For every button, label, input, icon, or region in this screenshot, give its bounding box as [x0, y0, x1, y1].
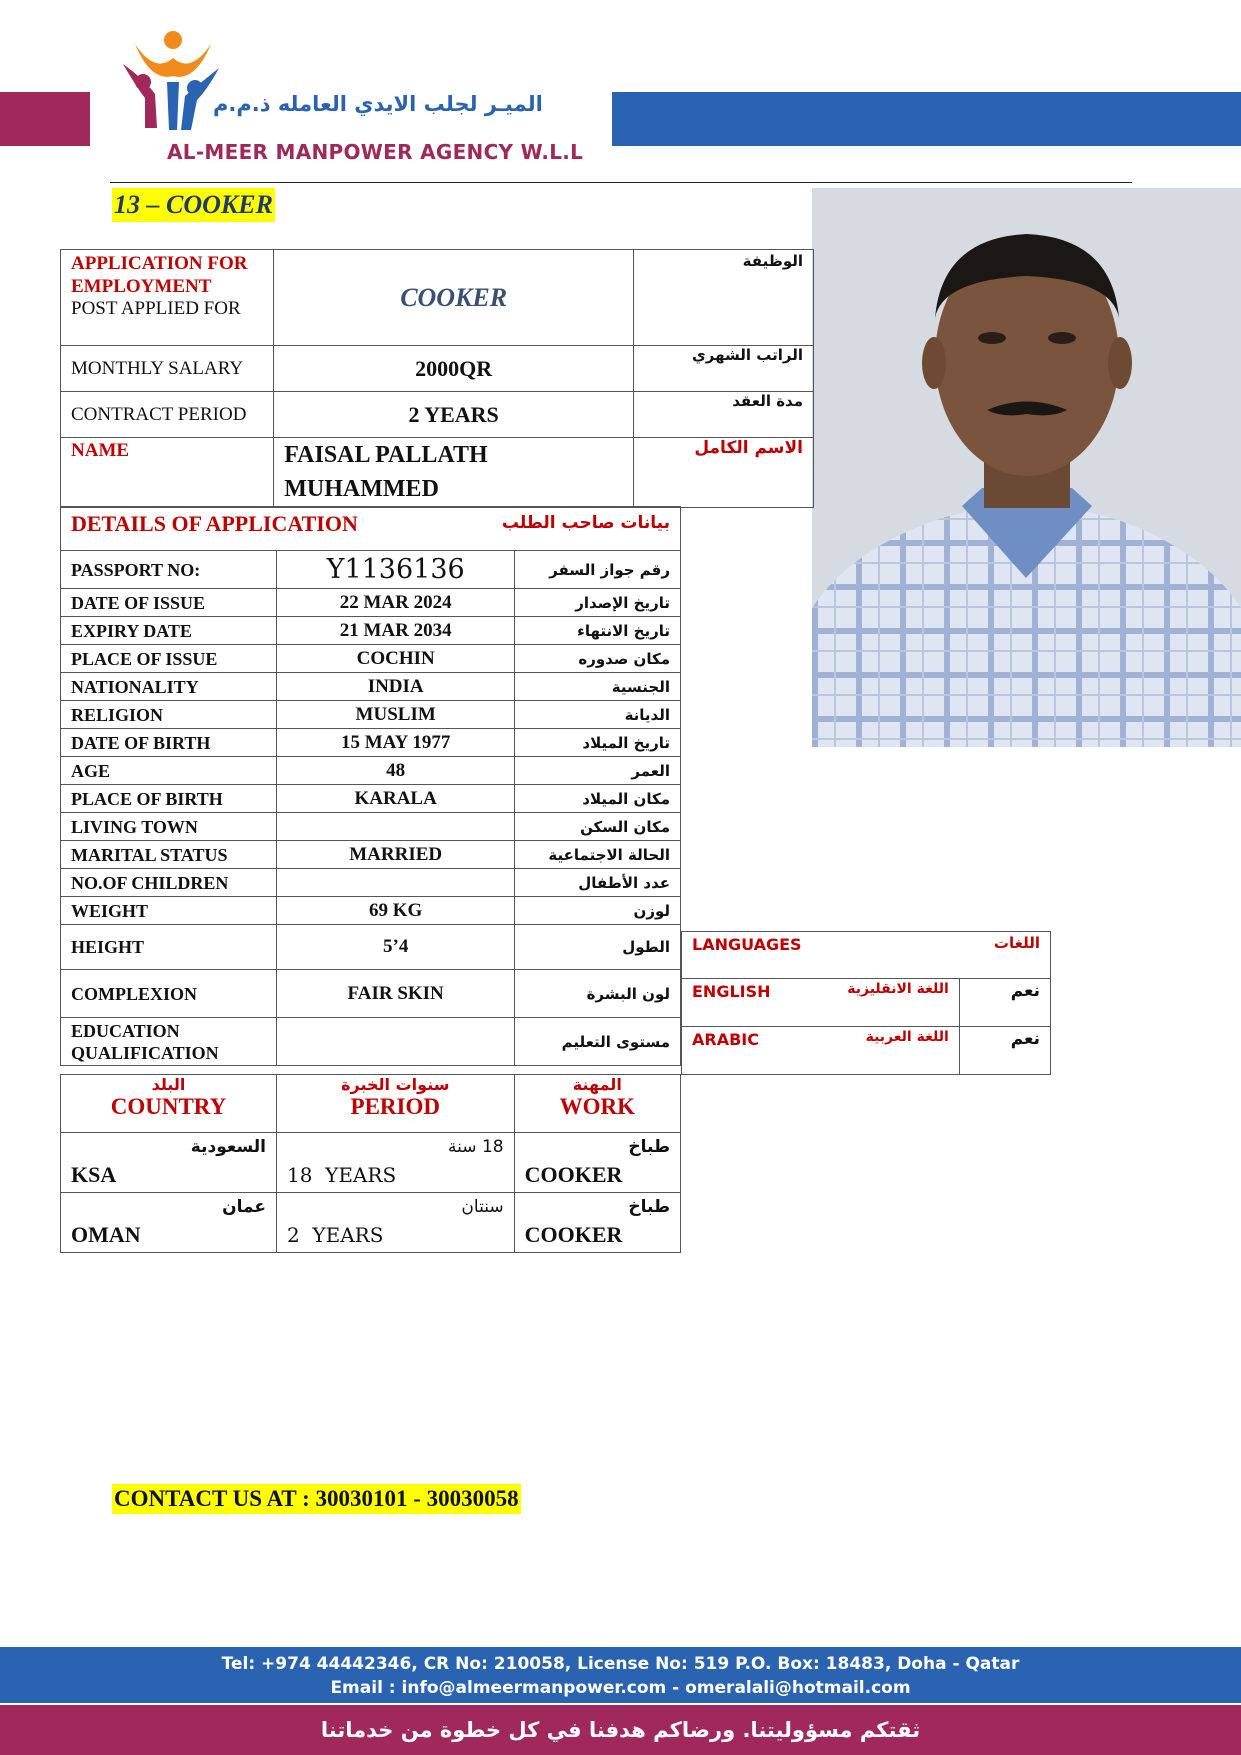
- work-header-english: WORK: [559, 1094, 635, 1119]
- field-label-arabic: تاريخ الانتهاء: [515, 617, 681, 645]
- field-label: EDUCATION QUALIFICATION: [61, 1018, 277, 1066]
- field-label-arabic: تاريخ الميلاد: [515, 729, 681, 757]
- field-label: PLACE OF ISSUE: [61, 645, 277, 673]
- field-label-arabic: مستوى التعليم: [515, 1018, 681, 1066]
- language-row: [682, 1027, 1051, 1075]
- field-label: DATE OF BIRTH: [61, 729, 277, 757]
- post-applied-label: POST APPLIED FOR: [71, 298, 241, 319]
- language-name: ARABIC: [692, 1030, 759, 1049]
- company-name-arabic: الميـر لجلب الايدي العامله ذ.م.م: [213, 92, 543, 116]
- field-value: 22 MAR 2024: [277, 589, 515, 617]
- experience-country-arabic: عمان: [222, 1197, 266, 1217]
- language-name-arabic: اللغة الانقليزية: [847, 981, 949, 997]
- details-heading: DETAILS OF APPLICATION: [71, 511, 358, 536]
- field-value: 48: [277, 757, 515, 785]
- languages-heading-arabic: اللغات: [993, 934, 1040, 952]
- experience-work: COOKER: [524, 1162, 623, 1187]
- details-heading-cell: [61, 507, 681, 551]
- period-header-english: PERIOD: [350, 1094, 440, 1119]
- field-label-arabic: الديانة: [515, 701, 681, 729]
- company-name-english: AL-MEER MANPOWER AGENCY W.L.L: [167, 140, 584, 164]
- field-label: RELIGION: [61, 701, 277, 729]
- field-value: MUSLIM: [277, 701, 515, 729]
- experience-work-arabic: طباخ: [628, 1137, 670, 1157]
- field-label: COMPLEXION: [61, 970, 277, 1018]
- language-row: [682, 979, 1051, 1027]
- field-label-arabic: الحالة الاجتماعية: [515, 841, 681, 869]
- application-for-employment-label: APPLICATION FOR EMPLOYMENT: [71, 253, 248, 297]
- field-value: 15 MAY 1977: [277, 729, 515, 757]
- experience-period-arabic: 18 سنة: [448, 1137, 504, 1157]
- field-value: MARRIED: [277, 841, 515, 869]
- field-label: PLACE OF BIRTH: [61, 785, 277, 813]
- salary-arabic: الراتب الشهري: [634, 346, 814, 392]
- details-row: [61, 813, 681, 841]
- details-row: [61, 701, 681, 729]
- field-label: NATIONALITY: [61, 673, 277, 701]
- languages-table: [681, 931, 1051, 1075]
- experience-row: [61, 1193, 681, 1253]
- details-row: [61, 645, 681, 673]
- footer-line-1: Tel: +974 44442346, CR No: 210058, License No: 519 P.O. Box: 18483, Doha - Qatar: [221, 1654, 1020, 1674]
- language-value: نعم: [959, 979, 1050, 1027]
- field-label-arabic: الطول: [515, 925, 681, 970]
- details-row: [61, 869, 681, 897]
- period-header-arabic: سنوات الخبرة: [341, 1075, 450, 1094]
- field-value: COCHIN: [277, 645, 515, 673]
- experience-table: [60, 1074, 681, 1253]
- details-row: [61, 785, 681, 813]
- salary-label: MONTHLY SALARY: [61, 346, 274, 392]
- experience-period-cell: [276, 1133, 514, 1193]
- contact-info: CONTACT US AT : 30030101 - 30030058: [112, 1484, 521, 1514]
- field-label: AGE: [61, 757, 277, 785]
- footer-email: Email : info@almeermanpower.com - omeralali@hotmail.com: [330, 1678, 911, 1698]
- applicant-photo: [812, 188, 1241, 747]
- field-label: WEIGHT: [61, 897, 277, 925]
- field-label: MARITAL STATUS: [61, 841, 277, 869]
- employment-table: [60, 249, 814, 508]
- experience-work-cell: [514, 1133, 680, 1193]
- experience-country-arabic: السعودية: [190, 1137, 266, 1157]
- header-bar-right: [612, 92, 1241, 146]
- details-row: [61, 897, 681, 925]
- language-name-cell: [682, 1027, 960, 1075]
- logo-figures-icon: [115, 24, 225, 134]
- contract-label: CONTRACT PERIOD: [61, 392, 274, 438]
- header-divider: [110, 182, 1132, 183]
- details-row: [61, 617, 681, 645]
- field-label-arabic: رقم جواز السفر: [515, 551, 681, 589]
- experience-period: 18 YEARS: [286, 1163, 397, 1187]
- field-label-arabic: لوزن: [515, 897, 681, 925]
- field-value: FAIR SKIN: [277, 970, 515, 1018]
- details-row: [61, 673, 681, 701]
- post-arabic-cell: [634, 250, 814, 346]
- field-value: KARALA: [277, 785, 515, 813]
- language-value: نعم: [959, 1027, 1050, 1075]
- details-row: [61, 551, 681, 589]
- language-name-cell: [682, 979, 960, 1027]
- field-label-arabic: مكان الميلاد: [515, 785, 681, 813]
- field-value: 69 KG: [277, 897, 515, 925]
- work-header-arabic: المهنة: [572, 1075, 622, 1094]
- field-value: Y1136136: [277, 551, 515, 589]
- language-name-arabic: اللغة العربية: [865, 1029, 949, 1045]
- field-value: [277, 869, 515, 897]
- field-label-arabic: العمر: [515, 757, 681, 785]
- field-label: LIVING TOWN: [61, 813, 277, 841]
- field-value: INDIA: [277, 673, 515, 701]
- footer-slogan: ثقتكم مسؤوليتنا. ورضاكم هدفنا في كل خطوة من خدماتنا: [0, 1705, 1241, 1755]
- page-title: 13 – COOKER: [112, 188, 275, 222]
- post-arabic: الوظيفة: [742, 252, 803, 270]
- country-header-arabic: البلد: [151, 1075, 186, 1094]
- details-row: [61, 970, 681, 1018]
- field-value: [277, 813, 515, 841]
- contract-value: 2 YEARS: [274, 392, 634, 438]
- header-bar-left: [0, 92, 90, 146]
- experience-period: 2 YEARS: [286, 1223, 384, 1247]
- country-header: [61, 1075, 277, 1133]
- experience-country-cell: [61, 1193, 277, 1253]
- name-label: NAME: [61, 438, 274, 508]
- language-rows: [682, 979, 1051, 1075]
- field-label: HEIGHT: [61, 925, 277, 970]
- experience-work-arabic: طباخ: [628, 1197, 670, 1217]
- field-label-arabic: عدد الأطفال: [515, 869, 681, 897]
- experience-work: COOKER: [524, 1222, 623, 1247]
- experience-country-cell: [61, 1133, 277, 1193]
- experience-row: [61, 1133, 681, 1193]
- name-arabic: الاسم الكامل: [634, 438, 814, 508]
- details-row: [61, 729, 681, 757]
- field-value: 5’4: [277, 925, 515, 970]
- experience-country: OMAN: [71, 1222, 141, 1247]
- details-row: [61, 841, 681, 869]
- name-value: FAISAL PALLATH MUHAMMED: [274, 438, 634, 508]
- company-logo: [115, 24, 584, 164]
- experience-country: KSA: [71, 1162, 117, 1187]
- details-row: [61, 1018, 681, 1066]
- language-name: ENGLISH: [692, 982, 771, 1001]
- field-label-arabic: الجنسية: [515, 673, 681, 701]
- experience-period-cell: [276, 1193, 514, 1253]
- field-label: PASSPORT NO:: [61, 551, 277, 589]
- experience-work-cell: [514, 1193, 680, 1253]
- period-header: [276, 1075, 514, 1133]
- work-header: [514, 1075, 680, 1133]
- field-label-arabic: تاريخ الإصدار: [515, 589, 681, 617]
- details-row: [61, 757, 681, 785]
- contract-arabic: مدة العقد: [634, 392, 814, 438]
- post-value: COOKER: [400, 282, 508, 312]
- salary-value: 2000QR: [274, 346, 634, 392]
- country-header-english: COUNTRY: [110, 1094, 227, 1119]
- languages-heading: LANGUAGES: [692, 935, 802, 954]
- footer-contact-bar: [0, 1647, 1241, 1703]
- details-row: [61, 925, 681, 970]
- languages-heading-cell: [682, 932, 1051, 979]
- field-value: 21 MAR 2034: [277, 617, 515, 645]
- details-heading-arabic: بيانات صاحب الطلب: [501, 513, 670, 533]
- details-table: [60, 506, 681, 1066]
- field-label-arabic: لون البشرة: [515, 970, 681, 1018]
- post-label-cell: [61, 250, 274, 346]
- experience-rows: [61, 1133, 681, 1253]
- field-label-arabic: مكان السكن: [515, 813, 681, 841]
- details-row: [61, 589, 681, 617]
- field-value: [277, 1018, 515, 1066]
- post-value-cell: [274, 250, 634, 346]
- details-rows: [61, 551, 681, 1066]
- field-label: NO.OF CHILDREN: [61, 869, 277, 897]
- field-label-arabic: مكان صدوره: [515, 645, 681, 673]
- field-label: EXPIRY DATE: [61, 617, 277, 645]
- person-portrait-icon: [812, 188, 1241, 747]
- field-label: DATE OF ISSUE: [61, 589, 277, 617]
- experience-period-arabic: سنتان: [461, 1197, 504, 1217]
